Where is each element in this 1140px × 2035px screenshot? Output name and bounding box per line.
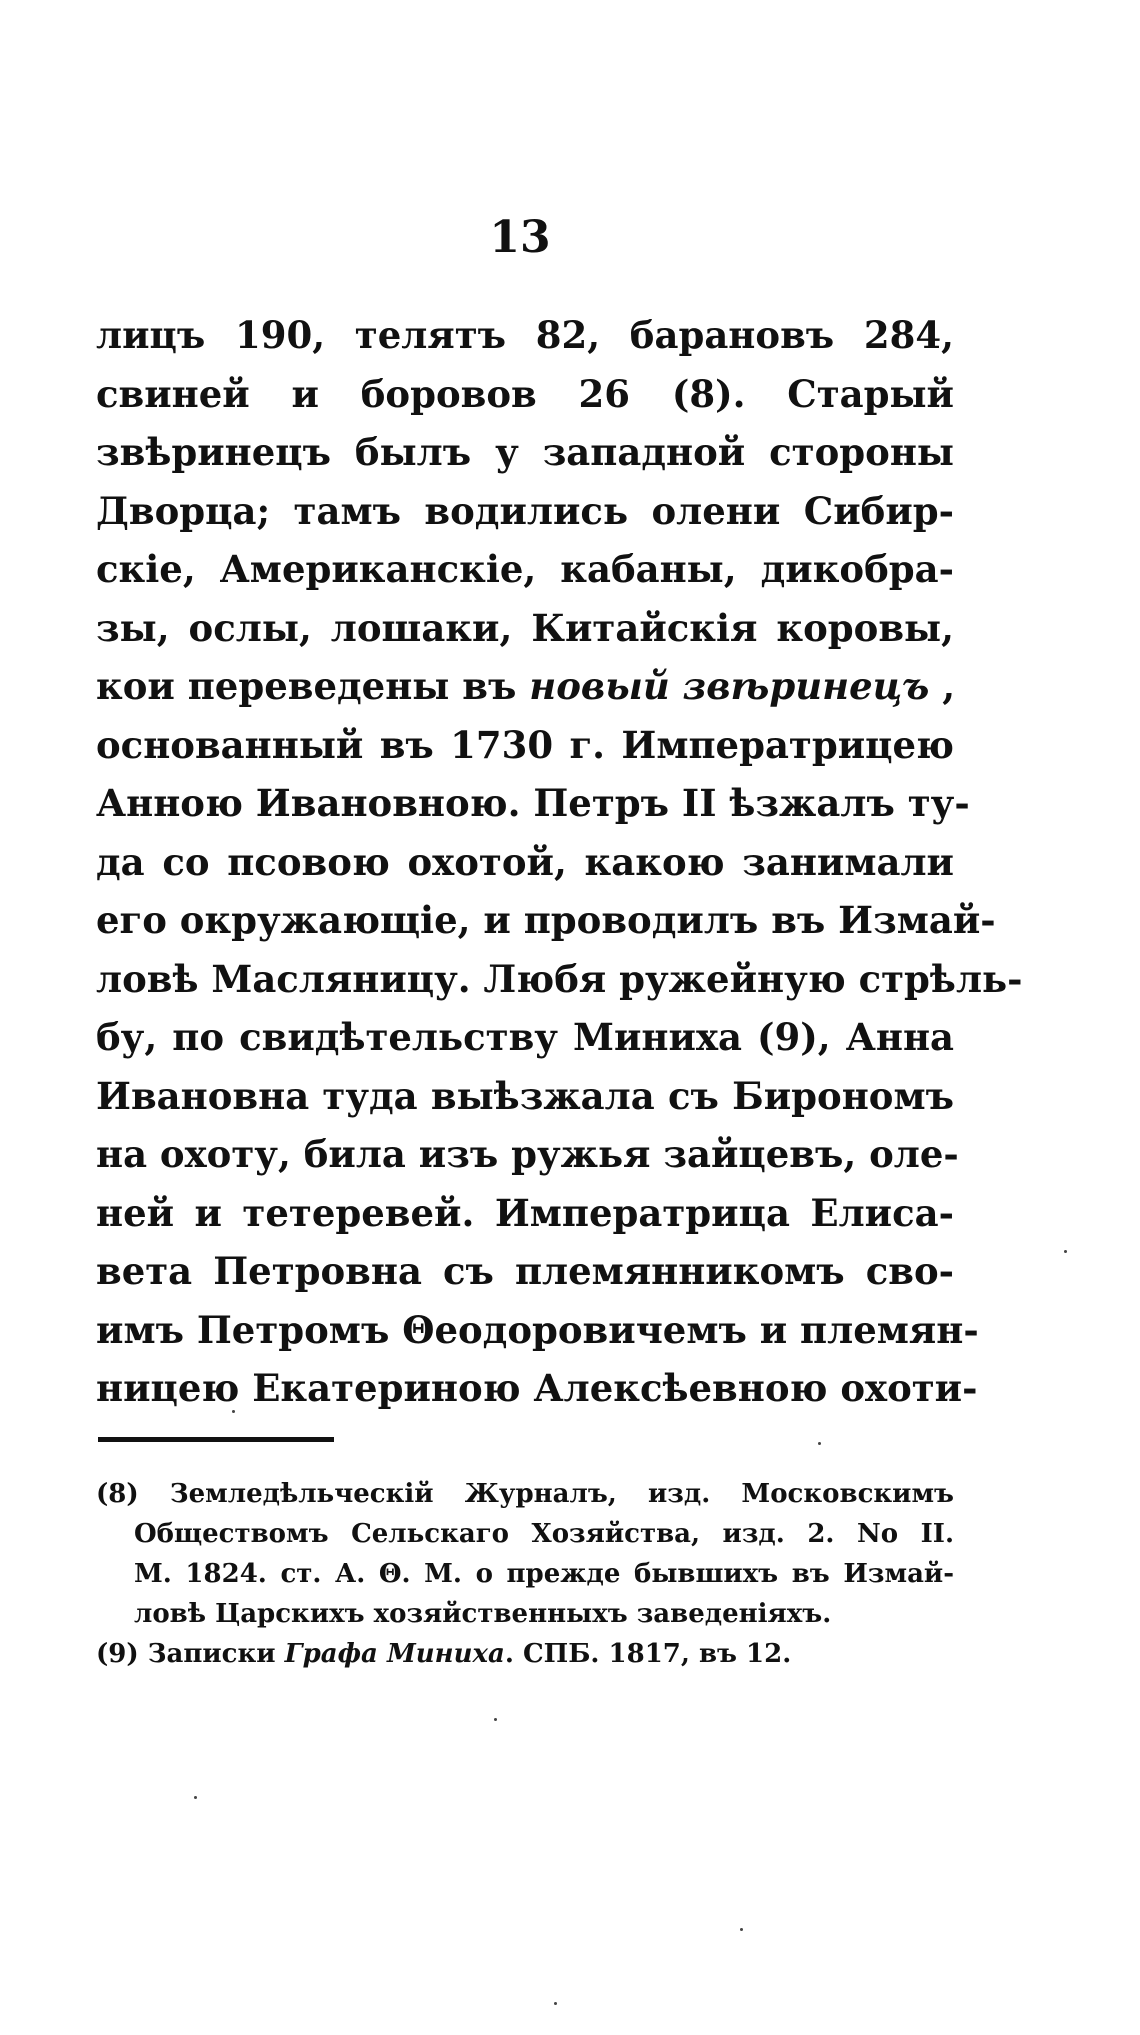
footnote-line: М. 1824. ст. А. Θ. М. о прежде бывшихъ въ Измай- <box>134 1559 954 1589</box>
paper-speck <box>554 2002 557 2005</box>
text-line: ней и тетеревей. Императрица Елиса- <box>96 1190 954 1235</box>
text-line: свиней и боровов 26 (8). Старый <box>96 371 954 416</box>
paper-speck <box>494 1718 497 1721</box>
text-line: на охоту, била изъ ружья зайцевъ, оле- <box>96 1132 959 1176</box>
text-fragment: кои переведены въ <box>96 664 517 708</box>
footnote-fragment: (9) Записки <box>96 1639 276 1669</box>
paper-speck <box>1064 1250 1067 1253</box>
footnote-divider <box>98 1437 334 1442</box>
text-line: Дворца; тамъ водились олени Сибир- <box>96 488 954 533</box>
paper-speck <box>740 1928 743 1931</box>
body-text <box>96 306 1023 1418</box>
footnote-fragment: . СПБ. 1817, въ 12. <box>504 1639 792 1669</box>
text-line: бу, по свидѣтельству Миниха (9), Анна <box>96 1015 954 1059</box>
text-line: вета Петровна съ племянникомъ сво- <box>96 1249 954 1293</box>
footnote-line: (8) Земледѣльческій Журналъ, изд. Московскимъ <box>96 1479 954 1509</box>
text-fragment: , <box>942 664 956 708</box>
text-line: Ивановна туда выѣзжала съ Бирономъ <box>96 1073 954 1118</box>
italic-title: Графа Миниха <box>284 1639 505 1669</box>
text-line: звѣринецъ былъ у западной стороны <box>96 430 954 474</box>
text-line: его окружающіе, и проводилъ въ Измай- <box>96 898 996 942</box>
paper-speck <box>232 1410 235 1413</box>
text-line: Анною Ивановною. Петръ II ѣзжалъ ту- <box>96 781 970 825</box>
footnotes <box>96 1474 954 1674</box>
text-line: ницею Екатериною Алексѣевною охоти- <box>96 1366 978 1410</box>
text-line: ловѣ Масляницу. Любя ружейную стрѣль- <box>96 956 1023 1001</box>
footnote-line: ловѣ Царскихъ хозяйственныхъ заведеніяхъ. <box>134 1599 832 1629</box>
page-number: 13 <box>489 212 551 263</box>
text-line: скіе, Американскіе, кабаны, дикобра- <box>96 547 954 591</box>
footnote-line: Обществомъ Сельскаго Хозяйства, изд. 2. No II. <box>134 1519 954 1549</box>
paper-speck <box>818 1442 821 1445</box>
text-line: имъ Петромъ Θеодоровичемъ и племян- <box>96 1307 979 1352</box>
paper-speck <box>194 1796 197 1799</box>
text-line-with-italic <box>96 657 954 716</box>
footnote-line-with-italic <box>96 1634 954 1674</box>
italic-term: новый звѣринецъ <box>529 664 930 708</box>
text-line: основанный въ 1730 г. Императрицею <box>96 722 954 767</box>
text-line: лицъ 190, телятъ 82, барановъ 284, <box>96 313 954 357</box>
text-line: зы, ослы, лошаки, Китайскія коровы, <box>96 605 954 650</box>
text-line: да со псовою охотой, какою занимали <box>96 839 954 884</box>
